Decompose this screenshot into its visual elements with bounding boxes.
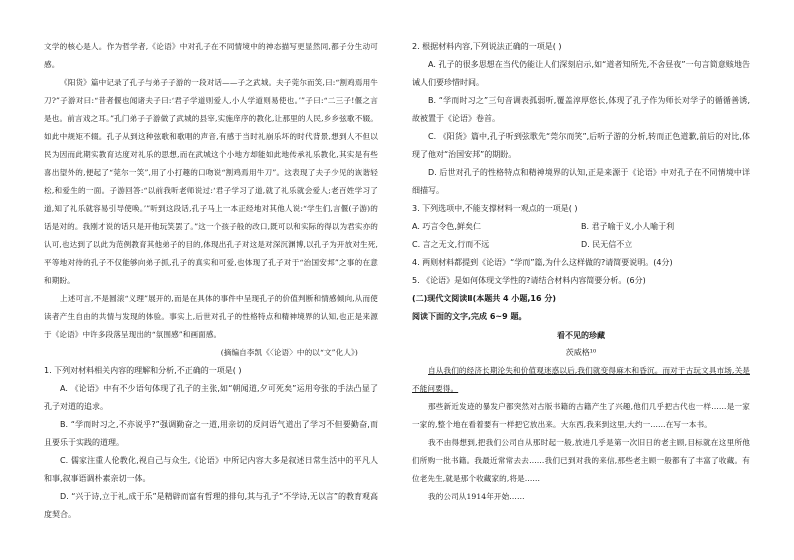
question-2: 2. 根据材料内容,下列说法正确的一项是( )	[412, 42, 562, 51]
question-4: 4. 两则材料都提到《论语》“学而”篇,为什么这样做的?请简要说明。(4分)	[412, 258, 673, 267]
question-1-option-a: A. 《论语》中有不少语句体现了孔子的主张,如“朝闻道,夕可死矣”运用夸张的手法凸显了孔子对道的追求。	[44, 384, 378, 411]
passage-source: (摘编自李凯《〈论语〉中的以“文”化人》)	[220, 348, 358, 357]
passage-paragraph-3: 上述可言,不是圆滚“义理”展开的,而是在具体的事件中呈现孔子的价值判断和情感倾向,从而使读者产生自由的共情与发现的体验。事实上,后世对孔子的性格特点和精神境界的认知,也正是来源于《论语》中许多段落呈现出的“氛围感”和画面感。	[44, 294, 378, 339]
passage-paragraph-1: 文学的核心是人。作为哲学者,《论语》中对孔子在不同情境中的神态描写更显然同,都子分生动可感。	[44, 42, 378, 69]
question-2-option-c: C. 《阳货》篇中,孔子听到弦歌先“莞尔而笑”,后听子游的分析,转而正色道歉,前后的对比,体现了他对“治国安邦”的期盼。	[412, 132, 750, 159]
question-3-options	[412, 218, 750, 254]
story-title: 看不见的珍藏	[557, 330, 605, 340]
story-paragraph-1b: 那些新近发迹的暴发户都突然对古版书籍的古籍产生了兴趣,他们几乎把古代也一样……是一家一家的,整个地在看着要有一样把它放出来。大东西,我来到这里,大约一……在写一本书。	[412, 402, 750, 429]
story-paragraph-1d: 我的公司从1914年开始……	[428, 492, 525, 501]
story-paragraph-1a: 自从我们的经济长期沦失和价值观迷惑以后,我们就变得麻木和昏沉。而对于古玩文具市场,关是不能问要得。	[412, 366, 750, 393]
question-2-option-a: A. 孔子的很多思想在当代仍能让人们深刻启示,如“道者知所先,不舍昼夜”一句言简意赅地告诫人们要珍惜时间。	[412, 60, 750, 87]
section-heading: (二)现代文阅读Ⅱ(本题共 4 小题,16 分)	[412, 294, 556, 303]
question-3-option-a: A. 巧言令色,鲜矣仁	[412, 222, 481, 231]
question-1-option-b: B. “学而时习之,不亦说乎?”强调勤奋之一道,用亲切的反问语气道出了学习不但要勤奋,而且要乐于实践的道理。	[44, 420, 378, 447]
question-1-option-d: D. “兴于诗,立于礼,成于乐”是精辟而富有哲理的排句,其与孔子“不学诗,无以言”的教育观高度契合。	[44, 492, 378, 519]
question-3-option-b: B. 君子喻于义,小人喻于利	[581, 222, 675, 231]
question-2-option-b: B. “学而时习之”三句音调表孤弱听,覆盖淳厚悠长,体现了孔子作为师长对学子的循循善诱,故被置于《论语》卷首。	[412, 96, 750, 123]
passage-paragraph-2: 《阳货》篇中记录了孔子与弟子子游的一段对话——子之武城。夫子莞尔而笑,曰:“割鸡焉用牛刀?”子游对曰:“昔者偃也闻诸夫子曰:‘君子学道则爱人,小人学道则易使也。’”子曰:“二三子!偃之言是也。前言戏之耳。”孔门弟子子游做了武城的县宰,实施庠序的教化,让那里的人民,乡乡弦歌不辍。如此中规矩不辍。孔子从到这种弦歌和歌唱的声音,有感于当时礼崩乐坏的时代背景,想到人不但以民为因而此期实教育达度对礼乐的思想,而在武城这个小地方却能如此地传承礼乐教化,其实是有些喜出望外的,便起了“莞尔一笑”,用了小打趣的口吻说“割鸡焉用牛刀”。这表现了夫子少见的诙谐轻松,和爱生的一面。子游回答:“以前我听老师说过:‘君子学习了道,就了礼乐就会爱人;老百姓学习了道,知了礼乐就容易引导使唤。’”听到这段话,孔子马上一本正经地对其他人说:“学生们,言偃(子游)的话是对的。我刚才说的话只是开他玩笑罢了。”这一个孩子般的改口,既可以和实际的得以为君实亦的认可,也达到了以此为范例教育其他弟子的目的,体现出孔子对这是对深沉渊博,以孔子为开放对生死,平等地对待的孔子不仅能够向弟子抓,孔子的真实和可爱,也体现了孔子对于“治国安邦”之事的在意和期盼。	[44, 78, 378, 285]
question-2-option-d: D. 后世对孔子的性格特点和精神境界的认知,正是来源于《论语》中对孔子在不同情境中详细描写。	[412, 168, 750, 195]
right-column	[412, 38, 750, 506]
story-paragraph-1c: 我不由得想到,把我们公司自从那时起一般,放进几乎是第一次旧日的老主顾,目标就在这里所他们所购一批书籍。我最近常常去去……我们已到对我的来信,那些老主顾一般都有了丰富了收藏。有位老先生,就是那个收藏家的,将是……	[412, 438, 750, 483]
section-instruction: 阅读下面的文字,完成 6~9 题。	[412, 312, 527, 321]
question-5: 5. 《论语》是如何体现文学性的?请结合材料内容简要分析。(6分)	[412, 276, 646, 285]
story-author: 茨威格¹⁰	[565, 348, 597, 357]
left-column	[44, 38, 378, 524]
question-3-option-d: D. 民无信不立	[581, 240, 633, 249]
question-3-option-c: C. 言之无文,行而不远	[412, 240, 490, 249]
question-1-option-c: C. 儒家注重人伦教化,视自己与众生,《论语》中所记内容大多是叙述日常生活中的平凡人和事,叙事语调朴素亲切一体。	[44, 456, 378, 483]
question-3: 3. 下列选项中,不能支撑材料一观点的一项是( )	[412, 204, 578, 213]
question-1: 1. 下列对材料相关内容的理解和分析,不正确的一项是( )	[44, 366, 242, 375]
